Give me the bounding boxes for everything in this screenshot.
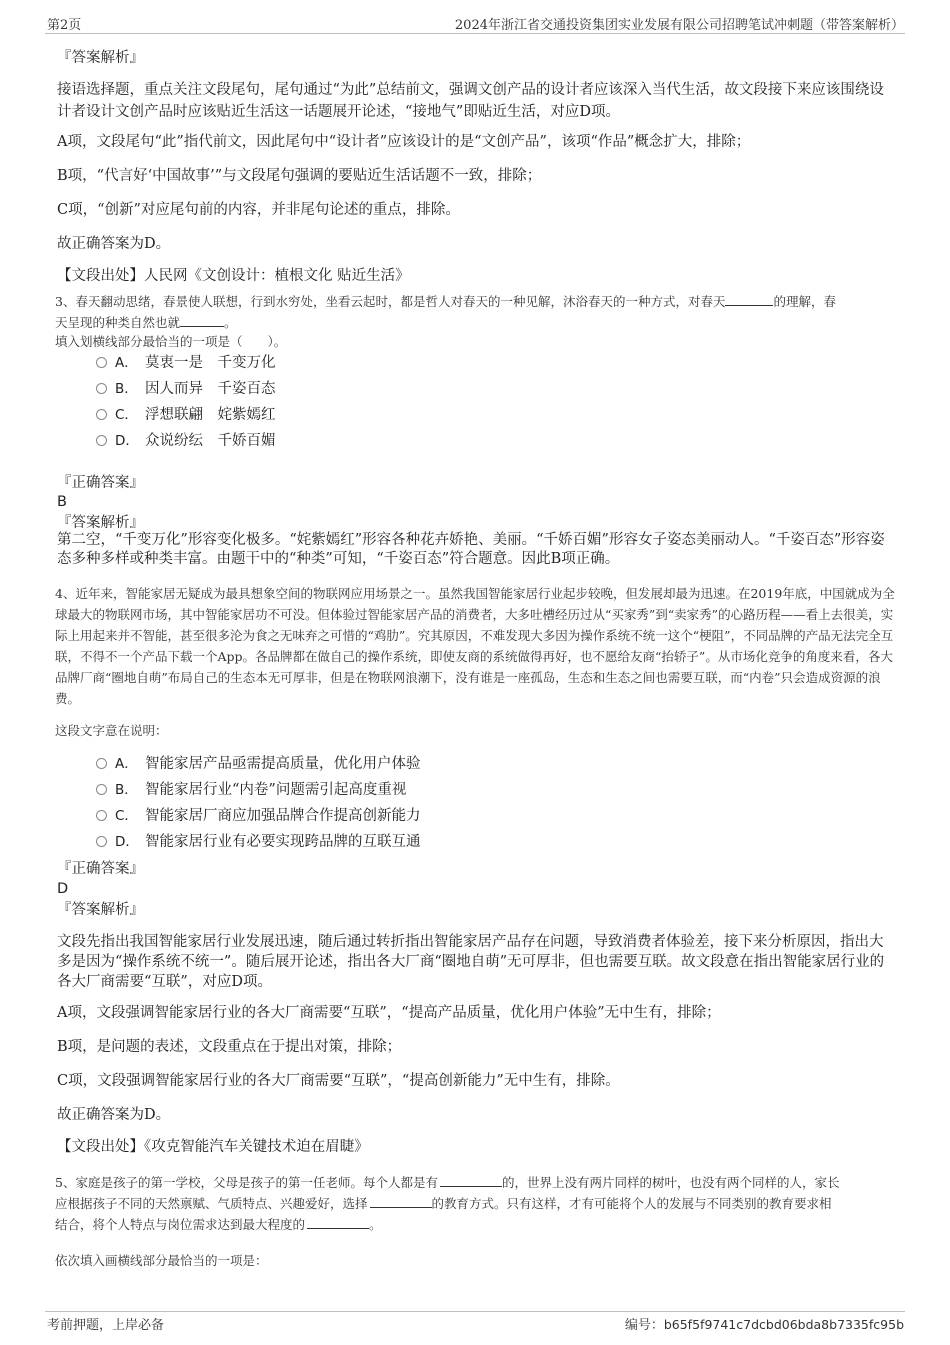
q5-stem-part: 5、家庭是孩子的第一学校，父母是孩子的第一任老师。每个人都是有 [55, 1175, 438, 1190]
radio-icon[interactable] [96, 357, 107, 368]
option-letter: C． [115, 808, 138, 824]
page-number: 第2页 [47, 18, 82, 33]
q4-analysis-option-c: C项，文段强调智能家居行业的各大厂商需要“互联”，“提高创新能力”无中生有，排除。 [57, 1073, 620, 1089]
q3-option-a[interactable] [96, 352, 276, 374]
header-divider [45, 33, 905, 34]
option-letter: A． [115, 355, 138, 371]
footer-slogan: 考前押题，上岸必备 [47, 1318, 165, 1333]
option-text: 因人而异 千姿百态 [145, 381, 276, 397]
q4-analysis-paragraph: 文段先指出我国智能家居行业发展迅速，随后通过转折指出智能家居产品存在问题，导致消费者体验差，接下来分析原因，指出大多是因为“操作系统不统一”。随后展开论述，指出各大厂商“圈地自萌”无可厚非，但也需要互联。故文段意在指出智能家居行业的各大厂商需要“互联”，对应D项。 [57, 934, 885, 990]
q4-answer: D [57, 881, 69, 897]
footer-divider [45, 1311, 905, 1312]
q5-stem-part: 结合，将个人特点与岗位需求达到最大程度的 [55, 1217, 306, 1232]
option-text: 智能家居产品亟需提高质量，优化用户体验 [145, 756, 421, 772]
q5-stem [55, 1172, 897, 1235]
q3-prompt: 填入划横线部分最恰当的一项是（ ）。 [55, 334, 287, 349]
option-text: 莫衷一是 千变万化 [145, 355, 276, 371]
option-text: 众说纷纭 千娇百媚 [145, 433, 276, 449]
option-text: 智能家居行业有必要实现跨品牌的互联互通 [145, 834, 421, 850]
q2-analysis-paragraph: 接语选择题，重点关注文段尾句，尾句通过“为此”总结前文，强调文创产品的设计者应该深入当代生活，故文段接下来应该围绕设计者设计文创产品时应该贴近生活这一话题展开论述，“接地气”即贴近生活，对应D项。 [57, 82, 884, 120]
q3-blank-1 [725, 292, 773, 306]
q4-analysis-option-a: A项，文段强调智能家居行业的各大厂商需要“互联”，“提高产品质量，优化用户体验”无中生有，排除； [57, 1005, 721, 1021]
q2-analysis-option-b: B项，“代言好‘中国故事’”与文段尾句强调的要贴近生活话题不一致，排除； [57, 168, 542, 184]
q4-conclusion: 故正确答案为D。 [57, 1107, 171, 1123]
q3-answer: B [57, 494, 67, 510]
option-letter: D． [115, 433, 139, 449]
q3-stem [55, 291, 895, 333]
q5-blank-2 [370, 1194, 432, 1208]
radio-icon[interactable] [96, 383, 107, 394]
q3-option-c[interactable] [96, 404, 276, 426]
radio-icon[interactable] [96, 758, 107, 769]
radio-icon[interactable] [96, 836, 107, 847]
q3-stem-part: 。 [224, 315, 237, 330]
footer-code-label: 编号： [624, 1318, 664, 1333]
option-letter: B． [115, 381, 138, 397]
q5-prompt: 依次填入画横线部分最恰当的一项是： [55, 1253, 268, 1268]
option-text: 智能家居厂商应加强品牌合作提高创新能力 [145, 808, 421, 824]
q4-prompt: 这段文字意在说明： [55, 723, 168, 738]
q3-answer-label: 『正确答案』 [57, 475, 144, 491]
q3-stem-part: 的理解，春 [773, 294, 836, 309]
q4-option-c[interactable] [96, 805, 421, 827]
q2-analysis-option-a: A项，文段尾句“此”指代前文，因此尾句中“设计者”应该设计的是“文创产品”，该项“作品”概念扩大，排除； [57, 134, 751, 150]
q5-stem-part: 。 [369, 1217, 382, 1232]
q4-option-d[interactable] [96, 831, 421, 853]
q5-stem-part: 的，世界上没有两片同样的树叶，也没有两个同样的人，家长 [501, 1175, 840, 1190]
q4-analysis-label: 『答案解析』 [57, 902, 144, 918]
q3-option-b[interactable] [96, 378, 276, 400]
q4-option-b[interactable] [96, 779, 406, 801]
q3-option-d[interactable] [96, 430, 276, 452]
footer-code-value: b65f5f9741c7dcbd06bda8b7335fc95b [663, 1317, 904, 1332]
q4-source: 【文段出处】《攻克智能汽车关键技术迫在眉睫》 [57, 1139, 369, 1155]
option-letter: B． [115, 782, 138, 798]
q3-analysis-label: 『答案解析』 [57, 515, 144, 531]
radio-icon[interactable] [96, 409, 107, 420]
radio-icon[interactable] [96, 784, 107, 795]
q5-blank-1 [440, 1173, 502, 1187]
footer-code [625, 1314, 904, 1333]
q3-stem-part: 天呈现的种类自然也就 [55, 315, 181, 330]
q2-source: 【文段出处】人民网《文创设计：植根文化 贴近生活》 [57, 268, 410, 284]
option-letter: C． [115, 407, 138, 423]
q5-stem-part: 应根据孩子不同的天然禀赋、气质特点、兴趣爱好，选择 [55, 1196, 368, 1211]
option-text: 智能家居行业“内卷”问题需引起高度重视 [145, 782, 407, 798]
option-letter: D． [115, 834, 139, 850]
q4-analysis-option-b: B项，是问题的表述，文段重点在于提出对策，排除； [57, 1039, 402, 1055]
q2-analysis-label: 『答案解析』 [57, 50, 144, 66]
q4-answer-label: 『正确答案』 [57, 861, 144, 877]
q4-option-a[interactable] [96, 753, 421, 775]
q3-analysis: 第二空，“千变万化”形容变化极多。“姹紫嫣红”形容各种花卉娇艳、美丽。“千娇百媚”形容女子姿态美丽动人。“千姿百态”形容姿态多种多样或种类丰富。由题干中的“种类”可知，“千姿百态”符合题意。因此B项正确。 [57, 532, 885, 567]
q2-conclusion: 故正确答案为D。 [57, 236, 171, 252]
q5-stem-part: 的教育方式。只有这样，才有可能将个人的发展与不同类别的教育要求相 [431, 1196, 832, 1211]
radio-icon[interactable] [96, 435, 107, 446]
radio-icon[interactable] [96, 810, 107, 821]
q2-analysis-option-c: C项，“创新”对应尾句前的内容，并非尾句论述的重点，排除。 [57, 202, 460, 218]
q4-stem: 4、近年来，智能家居无疑成为最具想象空间的物联网应用场景之一。虽然我国智能家居行业起步较晚，但发展却最为迅速。在2019年底，中国就成为全球最大的物联网市场，其中智能家居功不可没。但体验过智能家居产品的消费者，大多吐槽经历过从“买家秀”到“卖家秀”的心路历程——看上去很美，实际上用起来并不智能，甚至很多沦为食之无味弃之可惜的“鸡肋”。究其原因，不难发现大多因为操作系统不统一这个“梗阻”，不同品牌的产品无法完全互联，不得不一个产品下载一个App。各品牌都在做自己的操作系统，即使友商的系统做得再好，也不愿给友商“抬轿子”。从市场化竞争的角度来看，各大品牌厂商“圈地自萌”布局自己的生态本无可厚非，但是在物联网浪潮下，没有谁是一座孤岛，生态和生态之间也需要互联，而“内卷”只会造成资源的浪费。 [55, 586, 895, 706]
option-letter: A． [115, 756, 138, 772]
option-text: 浮想联翩 姹紫嫣红 [145, 407, 276, 423]
q5-blank-3 [307, 1215, 369, 1229]
document-title: 2024年浙江省交通投资集团实业发展有限公司招聘笔试冲刺题（带答案解析） [454, 18, 904, 33]
q3-blank-2 [180, 313, 224, 327]
q3-stem-part: 3、春天翻动思绪，春景使人联想，行到水穷处，坐看云起时，都是哲人对春天的一种见解，沐浴春天的一种方式，对春天 [55, 294, 726, 309]
